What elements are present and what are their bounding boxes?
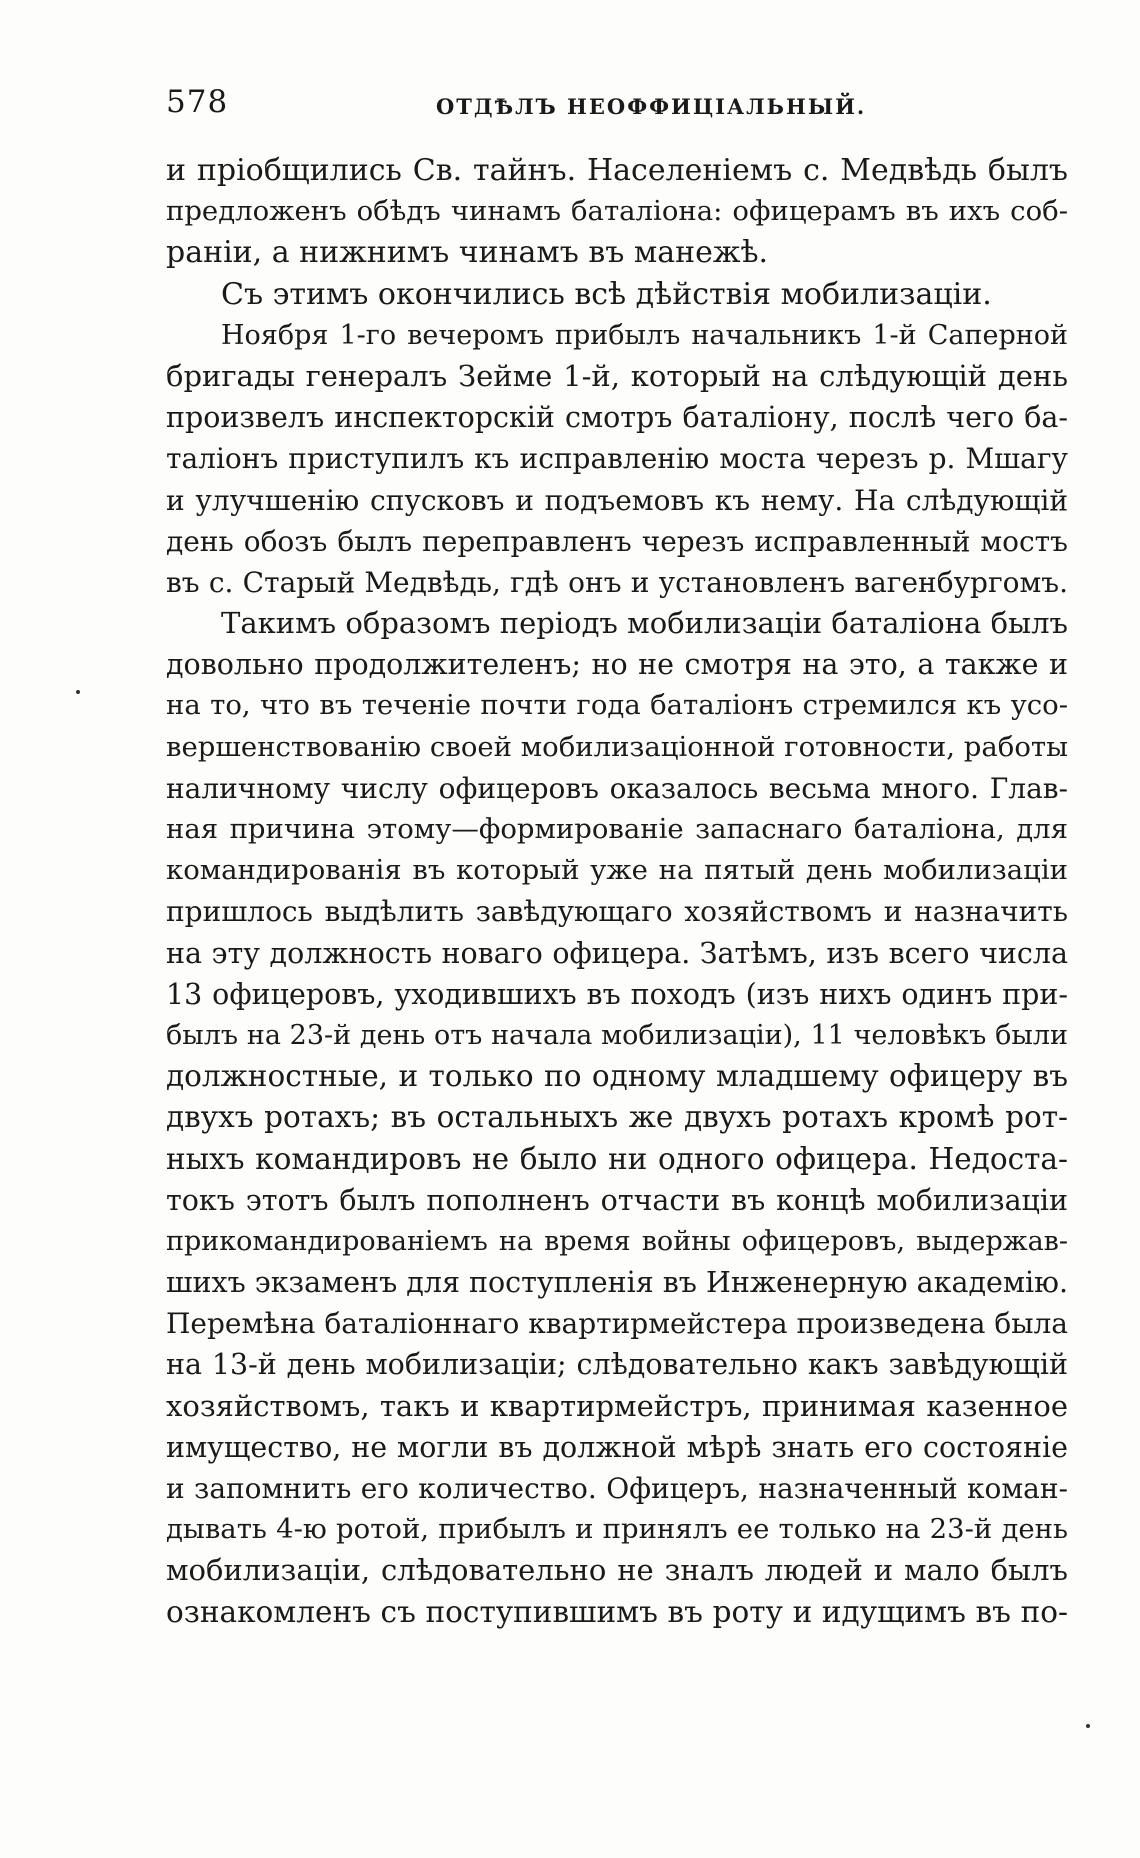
text-line: вершенствованію своей мобилизаціонной готовности, работы [166,730,1068,763]
page-number: 578 [166,84,229,120]
text-line: пришлось выдѣлить завѣдующаго хозяйствомъ и назначить [166,895,1068,929]
text-line: довольно продолжителенъ; но не смотря на это, а также и [166,648,1068,682]
text-line: раніи, а нижнимъ чинамъ въ манежѣ. [166,235,769,271]
text-line: былъ на 23-й день отъ начала мобилизаціи), 11 человѣкъ были [166,1019,1068,1051]
text-line: наличному числу офицеровъ оказалось весьма много. Глав- [166,771,1068,805]
text-line: Съ этимъ окончились всѣ дѣйствія мобилизаціи. [221,276,992,312]
text-line: ныхъ командировъ не было ни одного офицера. Недоста- [166,1141,1068,1176]
text-line: дывать 4-ю ротой, прибылъ и принялъ ее только на 23-й день [166,1513,1068,1546]
text-line: двухъ ротахъ; въ остальныхъ же двухъ ротахъ кромѣ рот- [166,1100,1068,1135]
text-line: на то, что въ теченіе почти года баталіонъ стремился къ усо- [166,689,1068,722]
text-line: произвелъ инспекторскій смотръ баталіону, послѣ чего ба- [166,401,1068,435]
text-line: прикомандированіемъ на время войны офицеровъ, выдержав- [166,1225,1068,1257]
text-line: Ноября 1-го вечеромъ прибылъ начальникъ 1-й Саперной [221,319,1068,351]
text-line: имущество, не могли въ должной мѣрѣ знать его состояніе [166,1430,1068,1464]
text-line: на 13-й день мобилизаціи; слѣдовательно какъ завѣдующій [166,1348,1068,1382]
text-line: командированія въ который уже на пятый день мобилизаціи [166,854,1068,887]
page-header [166,84,1068,128]
text-line: на эту должность новаго офицера. Затѣмъ, изъ всего числа [166,936,1068,970]
text-line: хозяйствомъ, такъ и квартирмейстръ, принимая казенное [166,1388,1068,1423]
text-line: Перемѣна баталіоннаго квартирмейстера произведена была [166,1307,1068,1341]
print-speck [1086,1724,1090,1728]
text-line: таліонъ приступилъ къ исправленію моста черезъ р. Мшагу [166,442,1068,476]
text-line: предложенъ обѣдъ чинамъ баталіона: офицерамъ въ ихъ соб- [166,195,1068,228]
text-line: 13 офицеровъ, уходившихъ въ походъ (изъ нихъ одинъ при- [166,977,1068,1011]
text-line: ная причина этому—формированіе запаснаго баталіона, для [166,813,1068,845]
text-line: и пріобщились Св. тайнъ. Населеніемъ с. Медвѣдь былъ [166,153,1068,188]
text-line: шихъ экзаменъ для поступленія въ Инженерную академію. [166,1266,1069,1300]
body-text [166,150,1068,1633]
text-line: день обозъ былъ переправленъ черезъ исправленный мостъ [166,524,1068,558]
text-line: ознакомленъ съ поступившимъ въ роту и идущимъ въ по- [166,1594,1068,1629]
running-head: ОТДѢЛЪ НЕОФФИЦІАЛЬНЫЙ. [436,94,867,119]
text-line: въ с. Старый Медвѣдь, гдѣ онъ и установленъ вагенбургомъ. [166,565,1068,599]
text-line: токъ этотъ былъ пополненъ отчасти въ концѣ мобилизаціи [166,1183,1068,1217]
text-line: должностные, и только по одному младшему офицеру въ [166,1059,1068,1094]
text-line: мобилизаціи, слѣдовательно не зналъ людей и мало былъ [166,1553,1068,1588]
text-line: Такимъ образомъ періодъ мобилизаціи баталіона былъ [221,606,1068,641]
print-speck [76,690,80,694]
text-line: и запомнить его количество. Офицеръ, назначенный коман- [166,1472,1068,1505]
text-line: бригады генералъ Зейме 1-й, который на слѣдующій день [166,358,1068,393]
text-line: и улучшенію спусковъ и подъемовъ къ нему. На слѣдующій [166,483,1068,517]
